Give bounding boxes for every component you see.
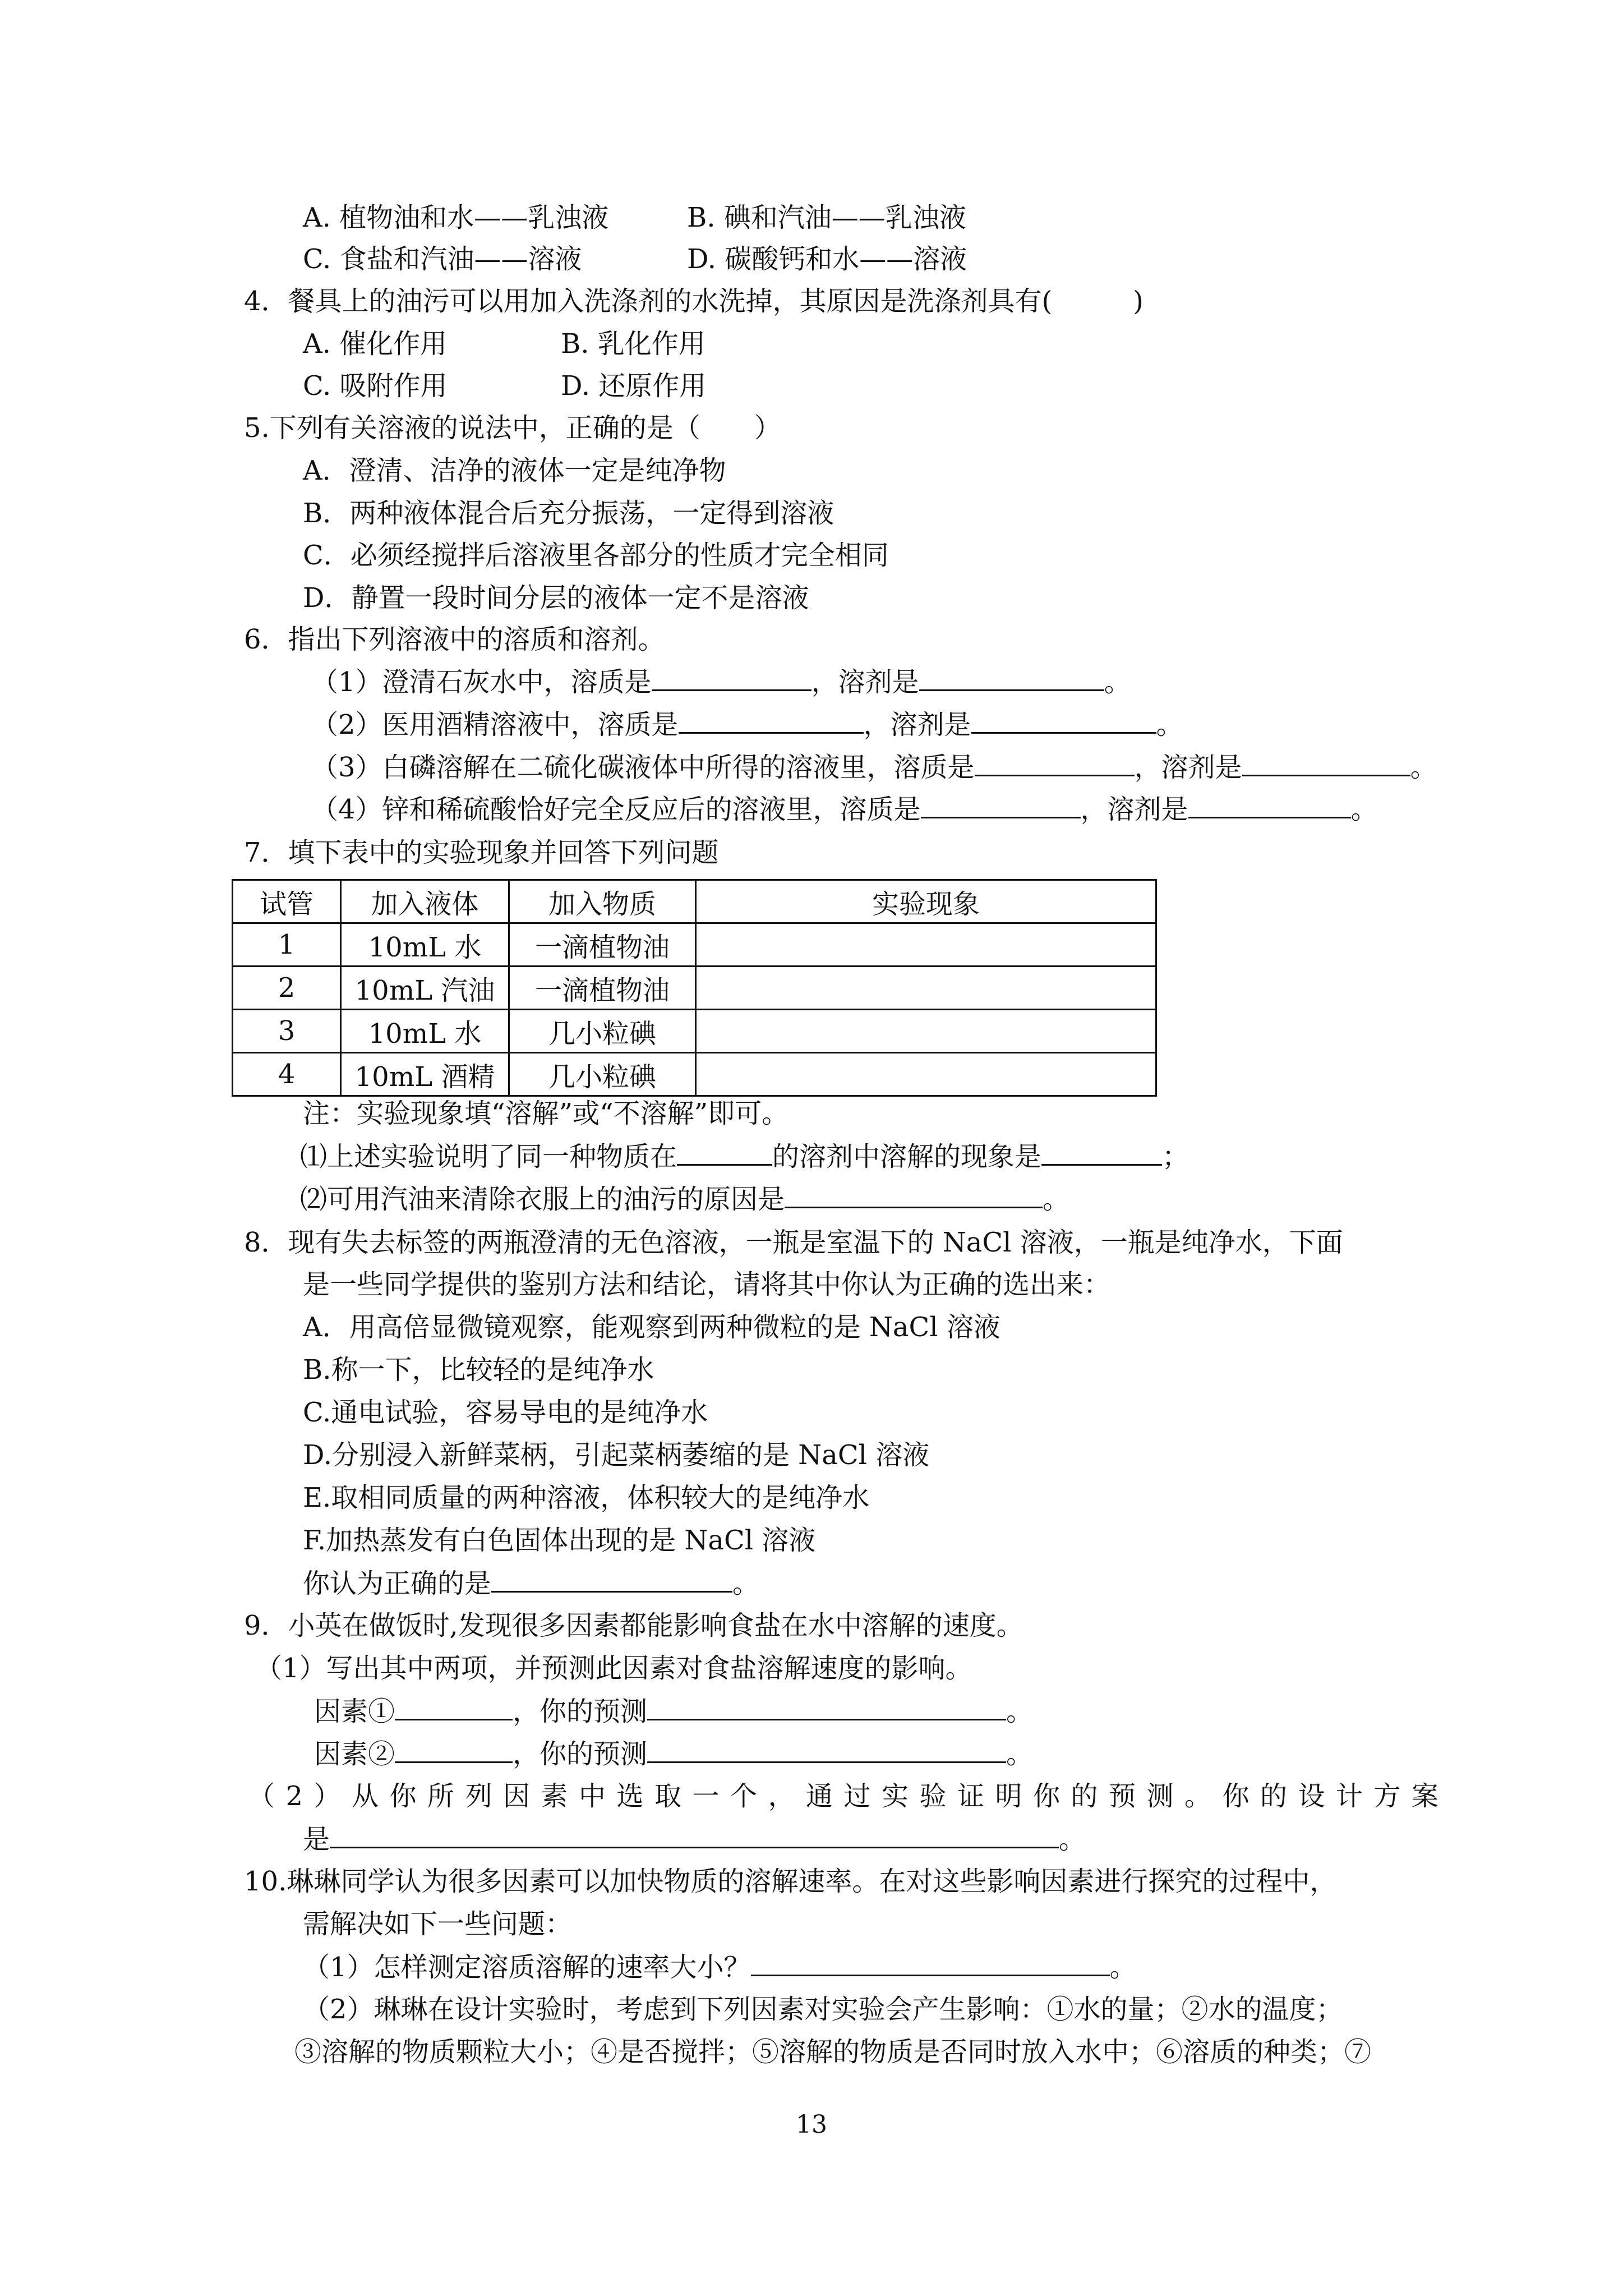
q8-answer bbox=[303, 1566, 759, 1600]
q5-option-c: C．必须经搅拌后溶液里各部分的性质才完全相同 bbox=[303, 540, 889, 571]
q4-stem: 4．餐具上的油污可以用加入洗涤剂的水洗掉，其原因是洗涤剂具有( ) bbox=[244, 286, 1144, 317]
q3-option-c: C. 食盐和汽油——溶液 bbox=[303, 243, 582, 275]
q6-item-2 bbox=[311, 707, 1183, 742]
q6-item-1-solvent-blank[interactable] bbox=[919, 665, 1104, 691]
q3-option-d: D. 碳酸钙和水——溶液 bbox=[687, 243, 967, 275]
q8-option-d: D.分别浸入新鲜菜柄，引起菜柄萎缩的是 NaCl 溶液 bbox=[303, 1439, 930, 1471]
q6-item-4-text-a: （4）锌和稀硫酸恰好完全反应后的溶液里，溶质是 bbox=[311, 794, 921, 825]
q6-item-1-solute-blank[interactable] bbox=[652, 665, 811, 691]
q9-part-2-answer bbox=[303, 1822, 1086, 1856]
q9-factor-1 bbox=[314, 1694, 1033, 1728]
header-phenomenon: 实验现象 bbox=[696, 880, 1156, 923]
q7-stem: 7．填下表中的实验现象并回答下列问题 bbox=[244, 837, 719, 868]
table-header-row bbox=[233, 880, 1156, 923]
cell-liquid: 10mL 水 bbox=[341, 1010, 509, 1053]
table-row bbox=[233, 1010, 1156, 1053]
q7-sub-1 bbox=[300, 1139, 1189, 1174]
q8-option-e: E.取相同质量的两种溶液，体积较大的是纯净水 bbox=[303, 1482, 870, 1513]
q6-item-4 bbox=[311, 792, 1378, 826]
q9-factor-2-blank[interactable] bbox=[395, 1737, 513, 1763]
q7-sub-2-blank[interactable] bbox=[785, 1182, 1043, 1208]
table-row bbox=[233, 967, 1156, 1010]
q6-item-3-text-a: （3）白磷溶解在二硫化碳液体中所得的溶液里，溶质是 bbox=[311, 752, 975, 783]
q6-item-4-text-b: ，溶剂是 bbox=[1080, 794, 1188, 825]
q6-item-1-text-c: 。 bbox=[1104, 666, 1131, 698]
q6-item-1 bbox=[311, 665, 1131, 699]
q9-factor-2 bbox=[314, 1737, 1033, 1771]
q6-item-2-text-b: ，溶剂是 bbox=[863, 709, 971, 740]
cell-liquid: 10mL 水 bbox=[341, 923, 509, 967]
q4-option-b: B. 乳化作用 bbox=[561, 328, 706, 360]
table-row bbox=[233, 1053, 1156, 1096]
cell-tube: 3 bbox=[233, 1010, 341, 1053]
q9-factor-1-text-b: ，你的预测 bbox=[513, 1696, 648, 1727]
q9-part-2-text-b: 是 bbox=[303, 1824, 330, 1855]
q8-stem-line-1: 8．现有失去标签的两瓶澄清的无色溶液，一瓶是室温下的 NaCl 溶液，一瓶是纯净水，下面 bbox=[244, 1227, 1343, 1258]
q7-note: 注：实验现象填“溶解”或“不溶解”即可。 bbox=[303, 1098, 789, 1129]
q9-factor-2-text-a: 因素② bbox=[314, 1738, 395, 1770]
q4-option-d: D. 还原作用 bbox=[561, 370, 707, 402]
q3-option-a: A. 植物油和水——乳浊液 bbox=[303, 202, 609, 233]
experiment-table bbox=[232, 879, 1157, 1097]
q4-option-a: A. 催化作用 bbox=[303, 328, 448, 360]
cell-substance: 几小粒碘 bbox=[509, 1010, 696, 1053]
q7-sub-1-text-b: 的溶剂中溶解的现象是 bbox=[772, 1141, 1042, 1172]
q5-stem: 5.下列有关溶液的说法中，正确的是（ ） bbox=[244, 412, 781, 444]
q5-option-a: A．澄清、洁净的液体一定是纯净物 bbox=[303, 455, 726, 486]
q10-part-2-line-1: （2）琳琳在设计实验时，考虑到下列因素对实验会产生影响：①水的量；②水的温度； bbox=[303, 1994, 1343, 2025]
q5-option-d: D．静置一段时间分层的液体一定不是溶液 bbox=[303, 582, 809, 614]
q6-item-2-solvent-blank[interactable] bbox=[971, 707, 1156, 734]
q10-part-1-blank[interactable] bbox=[751, 1950, 1110, 1976]
q6-item-2-solute-blank[interactable] bbox=[679, 707, 864, 734]
q8-option-c: C.通电试验，容易导电的是纯净水 bbox=[303, 1397, 708, 1428]
q7-sub-1-blank-phenomenon[interactable] bbox=[1041, 1139, 1162, 1166]
q10-stem-line-1: 10.琳琳同学认为很多因素可以加快物质的溶解速率。在对这些影响因素进行探究的过程中， bbox=[244, 1866, 1337, 1897]
q9-factor-1-blank[interactable] bbox=[395, 1694, 513, 1720]
q9-factor-2-text-b: ，你的预测 bbox=[513, 1738, 648, 1770]
q6-item-4-text-c: 。 bbox=[1350, 794, 1378, 825]
q3-option-b: B. 碘和汽油——乳浊液 bbox=[687, 202, 966, 233]
q10-stem-line-2: 需解决如下一些问题： bbox=[303, 1908, 573, 1940]
q10-part-1-text-a: （1）怎样测定溶质溶解的速率大小？ bbox=[303, 1952, 751, 1983]
cell-liquid: 10mL 酒精 bbox=[341, 1053, 509, 1096]
q7-sub-1-text-c: ； bbox=[1162, 1141, 1189, 1172]
q8-answer-text-b: 。 bbox=[732, 1568, 760, 1599]
cell-phenomenon[interactable] bbox=[696, 1053, 1156, 1096]
cell-phenomenon[interactable] bbox=[696, 967, 1156, 1010]
q6-item-2-text-a: （2）医用酒精溶液中，溶质是 bbox=[311, 709, 679, 740]
q6-item-4-solute-blank[interactable] bbox=[921, 792, 1081, 818]
q6-item-4-solvent-blank[interactable] bbox=[1188, 792, 1351, 818]
q8-answer-text-a: 你认为正确的是 bbox=[303, 1568, 492, 1599]
cell-tube: 1 bbox=[233, 923, 341, 967]
cell-phenomenon[interactable] bbox=[696, 1010, 1156, 1053]
q8-stem-line-2: 是一些同学提供的鉴别方法和结论，请将其中你认为正确的选出来： bbox=[303, 1269, 1111, 1300]
q6-item-3-text-b: ，溶剂是 bbox=[1134, 752, 1242, 783]
q7-sub-2-text-a: ⑵可用汽油来清除衣服上的油污的原因是 bbox=[300, 1184, 785, 1215]
q9-prediction-1-blank[interactable] bbox=[647, 1694, 1006, 1720]
q6-stem: 6．指出下列溶液中的溶质和溶剂。 bbox=[244, 624, 665, 655]
q9-part-2: （2）从你所列因素中选取一个，通过实验证明你的预测。你的设计方案 bbox=[248, 1780, 1450, 1812]
q10-part-1 bbox=[303, 1950, 1137, 1984]
q5-option-b: B．两种液体混合后充分振荡，一定得到溶液 bbox=[303, 498, 834, 529]
q6-item-3-solvent-blank[interactable] bbox=[1242, 750, 1410, 776]
q9-prediction-2-blank[interactable] bbox=[647, 1737, 1006, 1763]
q6-item-1-text-a: （1）澄清石灰水中，溶质是 bbox=[311, 666, 652, 698]
table-row bbox=[233, 923, 1156, 967]
page-number: 13 bbox=[796, 2110, 827, 2139]
q9-factor-2-text-c: 。 bbox=[1006, 1738, 1034, 1770]
q9-factor-1-text-a: 因素① bbox=[314, 1696, 395, 1727]
q8-option-f: F.加热蒸发有白色固体出现的是 NaCl 溶液 bbox=[303, 1525, 816, 1556]
cell-substance: 几小粒碘 bbox=[509, 1053, 696, 1096]
header-liquid: 加入液体 bbox=[341, 880, 509, 923]
cell-tube: 4 bbox=[233, 1053, 341, 1096]
cell-substance: 一滴植物油 bbox=[509, 967, 696, 1010]
q8-option-b: B.称一下，比较轻的是纯净水 bbox=[303, 1354, 654, 1386]
q4-option-c: C. 吸附作用 bbox=[303, 370, 448, 402]
q7-sub-2 bbox=[300, 1182, 1069, 1216]
q8-answer-blank[interactable] bbox=[491, 1566, 732, 1593]
header-substance: 加入物质 bbox=[509, 880, 696, 923]
q10-part-2-line-2: ③溶解的物质颗粒大小；④是否搅拌；⑤溶解的物质是否同时放入水中；⑥溶质的种类；⑦ bbox=[294, 2036, 1372, 2068]
cell-substance: 一滴植物油 bbox=[509, 923, 696, 967]
q7-sub-1-text-a: ⑴上述实验说明了同一种物质在 bbox=[300, 1141, 677, 1172]
q7-sub-1-blank-solvent[interactable] bbox=[677, 1139, 772, 1166]
cell-phenomenon[interactable] bbox=[696, 923, 1156, 967]
q9-design-blank[interactable] bbox=[330, 1822, 1059, 1848]
q9-factor-1-text-c: 。 bbox=[1006, 1696, 1034, 1727]
q9-part-2-text-c: 。 bbox=[1059, 1824, 1086, 1855]
cell-liquid: 10mL 汽油 bbox=[341, 967, 509, 1010]
header-tube: 试管 bbox=[233, 880, 341, 923]
q9-part-1: （1）写出其中两项，并预测此因素对食盐溶解速度的影响。 bbox=[255, 1653, 972, 1684]
q9-stem: 9．小英在做饭时,发现很多因素都能影响食盐在水中溶解的速度。 bbox=[244, 1610, 1023, 1641]
cell-tube: 2 bbox=[233, 967, 341, 1010]
q7-sub-2-text-b: 。 bbox=[1043, 1184, 1070, 1215]
q6-item-3-solute-blank[interactable] bbox=[975, 750, 1135, 776]
q6-item-2-text-c: 。 bbox=[1156, 709, 1183, 740]
q8-option-a: A．用高倍显微镜观察，能观察到两种微粒的是 NaCl 溶液 bbox=[303, 1312, 1000, 1343]
q6-item-1-text-b: ，溶剂是 bbox=[811, 666, 919, 698]
q6-item-3 bbox=[311, 750, 1437, 784]
q10-part-1-text-b: 。 bbox=[1109, 1952, 1137, 1983]
q6-item-3-text-c: 。 bbox=[1410, 752, 1437, 783]
